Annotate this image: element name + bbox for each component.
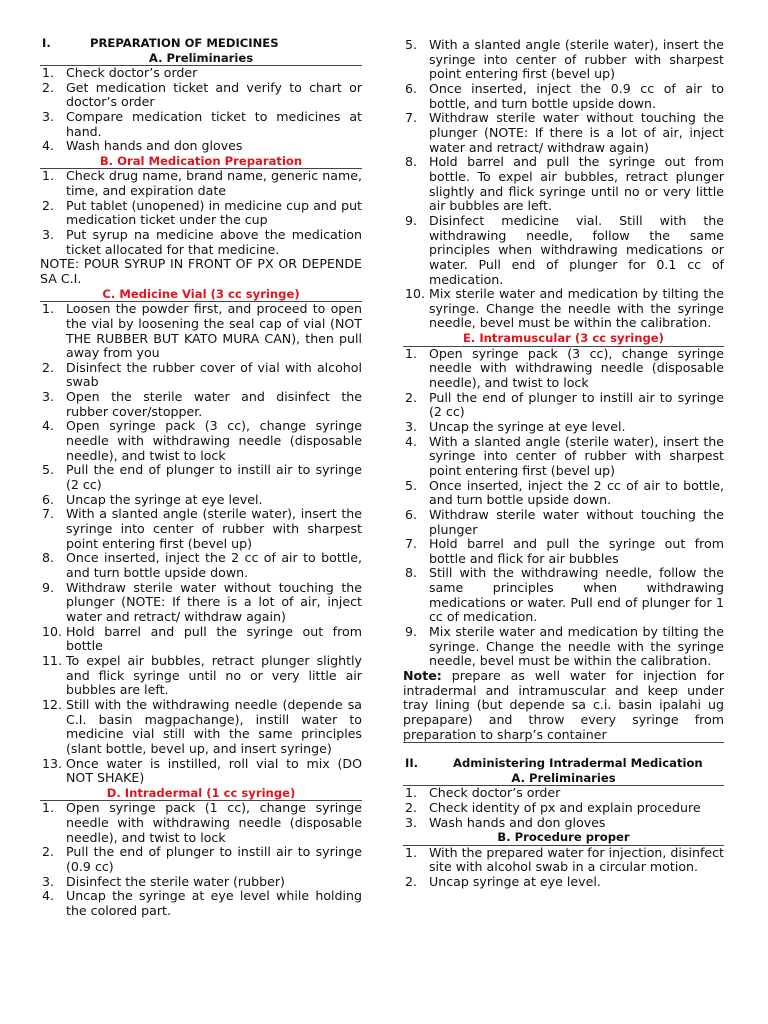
subheading-preliminaries: A. Preliminaries bbox=[40, 51, 362, 67]
list-item-text: Withdraw sterile water without touching the plunger bbox=[429, 506, 724, 537]
list-item bbox=[40, 698, 362, 757]
list-item-number: 3. bbox=[405, 418, 418, 434]
list-item-text: Get medication ticket and verify to chart or doctor’s order bbox=[66, 79, 362, 110]
list-item-number: 6. bbox=[405, 80, 418, 96]
list-item bbox=[40, 757, 362, 786]
list-item-number: 7. bbox=[405, 536, 418, 552]
list-item-text: Check doctor’s order bbox=[66, 65, 198, 80]
list-oral-medication bbox=[40, 169, 362, 257]
list-item bbox=[40, 875, 362, 890]
list-item bbox=[403, 287, 724, 331]
list-item-number: 3. bbox=[42, 108, 55, 124]
list-item-text: Uncap the syringe at eye level while holding the colored part. bbox=[66, 888, 362, 918]
list-item-text: Still with the withdrawing needle (depende sa C.I. basin magpachange), instill water to medicine vial still with the same principles (slant bottle, bevel up, and insert syringe) bbox=[66, 696, 362, 756]
list-item bbox=[403, 566, 724, 625]
list-item bbox=[40, 419, 362, 463]
list-item-text: Open the sterile water and disinfect the rubber cover/stopper. bbox=[66, 389, 362, 419]
list-item-number: 8. bbox=[42, 550, 55, 566]
list-item-text: With the prepared water for injection, disinfect site with alcohol swab in a circular motion. bbox=[429, 844, 724, 875]
list-item bbox=[40, 139, 362, 154]
list-item bbox=[40, 889, 362, 918]
list-item-text: Check drug name, brand name, generic name, time, and expiration date bbox=[66, 168, 362, 199]
list-item-text: Check identity of px and explain procedure bbox=[429, 800, 701, 815]
list-item bbox=[40, 199, 362, 228]
list-item-text: With a slanted angle (sterile water), insert the syringe into center of rubber with sharpest point entering first (bevel up) bbox=[66, 506, 362, 551]
list-item-number: 13. bbox=[42, 755, 63, 771]
list-item-number: 1. bbox=[42, 800, 55, 816]
list-preliminaries bbox=[40, 66, 362, 154]
list-item bbox=[40, 654, 362, 698]
list-item-number: 8. bbox=[405, 154, 418, 170]
list-item-text: With a slanted angle (sterile water), insert the syringe into center of rubber with sharpest point entering first (bevel up) bbox=[429, 37, 724, 82]
section-heading bbox=[40, 36, 362, 51]
list-item-number: 7. bbox=[42, 506, 55, 522]
list-item-text: Uncap the syringe at eye level. bbox=[66, 491, 263, 507]
list-item-text: Withdraw sterile water without touching the plunger (NOTE: If there is a lot of air, inject water and retract/ withdraw again) bbox=[66, 579, 362, 624]
list-item-text: Check doctor’s order bbox=[429, 785, 561, 801]
list-item-text: Wash hands and don gloves bbox=[66, 138, 243, 154]
list-item-number: 2. bbox=[42, 197, 55, 213]
list-item-text: Disinfect medicine vial. Still with the withdrawing needle, follow the same principles when withdrawing medications or water. Pull end of plunger for 0.1 cc of medication. bbox=[429, 212, 724, 287]
list-item-text: Once inserted, inject the 2 cc of air to bottle, and turn bottle upside down. bbox=[429, 477, 724, 508]
list-item-number: 2. bbox=[42, 844, 55, 860]
right-column bbox=[403, 38, 724, 890]
list-item bbox=[403, 420, 724, 435]
list-item-number: 4. bbox=[42, 888, 55, 904]
note-label: Note: bbox=[403, 668, 442, 684]
list-item-text: Mix sterile water and medication by tilting the syringe. Change the needle with the syringe needle, bevel must be within the calibration. bbox=[429, 624, 724, 669]
list-item-number: 2. bbox=[405, 874, 418, 890]
list-item-text: Disinfect the rubber cover of vial with alcohol swab bbox=[66, 359, 362, 390]
list-item-text: Once inserted, inject the 0.9 cc of air to bottle, and turn bottle upside down. bbox=[429, 80, 724, 111]
list-item-number: 9. bbox=[42, 579, 55, 595]
subheading-procedure-proper: B. Procedure proper bbox=[403, 830, 724, 846]
list-item-text: Hold barrel and pull the syringe out from bottle and flick for air bubbles bbox=[429, 536, 724, 566]
list-item bbox=[403, 38, 724, 82]
list-item-text: With a slanted angle (sterile water), insert the syringe into center of rubber with sharpest point entering first (bevel up) bbox=[429, 433, 724, 478]
list-intradermal-continued bbox=[403, 38, 724, 331]
list-item-text: To expel air bubbles, retract plunger slightly and flick syringe until no or very little air bubbles are left. bbox=[66, 652, 362, 698]
list-item-text: Disinfect the sterile water (rubber) bbox=[66, 873, 285, 889]
list-item bbox=[403, 435, 724, 479]
list-item-number: 5. bbox=[405, 477, 418, 493]
list-medicine-vial bbox=[40, 302, 362, 786]
list-item bbox=[40, 801, 362, 845]
list-item bbox=[403, 214, 724, 287]
list-item-text: Uncap syringe at eye level. bbox=[429, 874, 601, 890]
list-intramuscular bbox=[403, 347, 724, 669]
list-item bbox=[40, 507, 362, 551]
section-number: I. bbox=[42, 36, 51, 50]
list-item bbox=[403, 508, 724, 537]
subheading-medicine-vial: C. Medicine Vial (3 cc syringe) bbox=[40, 287, 362, 303]
list-item-number: 2. bbox=[42, 359, 55, 375]
list-item bbox=[403, 82, 724, 111]
list-item-text: Withdraw sterile water without touching the plunger (NOTE: If there is a lot of air, inject water and retract/ withdraw again) bbox=[429, 110, 724, 155]
subheading-intradermal: D. Intradermal (1 cc syringe) bbox=[40, 786, 362, 802]
list-item-text: Hold barrel and pull the syringe out from bottle. To expel air bubbles, retract plunger slightly and flick syringe until no or very little air bubbles are left. bbox=[429, 154, 724, 214]
list-item-text: Loosen the powder first, and proceed to open the vial by loosening the seal cap of vial (NOT THE RUBBER BUT KATO MURA CAN), then pull away from you bbox=[66, 301, 362, 361]
list-item-number: 2. bbox=[405, 800, 418, 815]
list-item bbox=[40, 302, 362, 361]
list-item-number: 3. bbox=[42, 873, 55, 889]
section-title-2: Administering Intradermal Medication bbox=[453, 756, 703, 771]
list-item bbox=[40, 463, 362, 492]
list-item-text: Put tablet (unopened) in medicine cup and put medication ticket under the cup bbox=[66, 197, 362, 228]
list-item bbox=[403, 875, 724, 890]
section-number-2: II. bbox=[405, 756, 419, 771]
list-item bbox=[403, 111, 724, 155]
list-item-number: 6. bbox=[42, 491, 55, 507]
list-item-number: 8. bbox=[405, 565, 418, 581]
list-item-text: Open syringe pack (3 cc), change syringe needle with withdrawing needle (disposable needle), and twist to lock bbox=[429, 345, 724, 390]
list-item bbox=[40, 110, 362, 139]
subheading-intramuscular: E. Intramuscular (3 cc syringe) bbox=[403, 331, 724, 347]
list-item-text: Mix sterile water and medication by tilting the syringe. Change the needle with the syringe needle, bevel must be within the calibration. bbox=[429, 286, 724, 331]
preparation-note bbox=[403, 669, 724, 743]
list-procedure-proper bbox=[403, 846, 724, 890]
list-item bbox=[403, 155, 724, 214]
list-item-number: 1. bbox=[405, 844, 418, 860]
list-item-number: 4. bbox=[42, 138, 55, 154]
list-item-number: 1. bbox=[42, 301, 55, 317]
list-item-number: 7. bbox=[405, 110, 418, 126]
list-item-text: Compare medication ticket to medicines at hand. bbox=[66, 108, 362, 139]
subheading-preliminaries-2: A. Preliminaries bbox=[403, 771, 724, 787]
list-item bbox=[403, 347, 724, 391]
list-item-text: Pull the end of plunger to instill air to syringe (2 cc) bbox=[429, 389, 724, 420]
list-item bbox=[40, 361, 362, 390]
list-item-number: 12. bbox=[42, 696, 63, 712]
section-title: PREPARATION OF MEDICINES bbox=[90, 36, 279, 50]
list-item bbox=[40, 169, 362, 198]
list-item-number: 2. bbox=[405, 389, 418, 405]
list-item-text: Once inserted, inject the 2 cc of air to bottle, and turn bottle upside down. bbox=[66, 550, 362, 580]
list-item bbox=[403, 816, 724, 831]
list-item-number: 5. bbox=[42, 462, 55, 478]
list-item bbox=[403, 801, 724, 816]
list-item bbox=[40, 551, 362, 580]
list-item bbox=[40, 493, 362, 508]
list-item-number: 10. bbox=[405, 286, 426, 302]
list-item-number: 1. bbox=[405, 345, 418, 361]
list-item bbox=[403, 786, 724, 801]
list-item-text: Pull the end of plunger to instill air to syringe (0.9 cc) bbox=[66, 844, 362, 874]
list-item-number: 4. bbox=[42, 418, 55, 434]
list-item bbox=[40, 625, 362, 654]
list-item-number: 11. bbox=[42, 652, 63, 668]
list-item-text: Uncap the syringe at eye level. bbox=[429, 418, 626, 434]
list-item-number: 3. bbox=[42, 389, 55, 405]
list-item-text: Open syringe pack (1 cc), change syringe needle with withdrawing needle (disposable needle), and twist to lock bbox=[66, 800, 362, 845]
list-item-text: Wash hands and don gloves bbox=[429, 814, 606, 830]
list-item bbox=[40, 66, 362, 81]
list-item-text: Once water is instilled, roll vial to mix (DO NOT SHAKE) bbox=[66, 755, 362, 786]
list-item-number: 5. bbox=[405, 37, 418, 52]
section-heading-2 bbox=[403, 756, 724, 771]
list-item bbox=[403, 625, 724, 669]
list-item bbox=[40, 845, 362, 874]
oral-note: NOTE: POUR SYRUP IN FRONT OF PX OR DEPENDE SA C.I. bbox=[40, 256, 362, 287]
list-item-number: 4. bbox=[405, 433, 418, 449]
list-item bbox=[40, 228, 362, 257]
list-item-number: 1. bbox=[42, 65, 55, 80]
list-item-number: 1. bbox=[42, 168, 55, 184]
list-item-number: 3. bbox=[405, 814, 418, 830]
list-item-number: 6. bbox=[405, 506, 418, 522]
list-item bbox=[403, 479, 724, 508]
list-item-text: Open syringe pack (3 cc), change syringe needle with withdrawing needle (disposable needle), and twist to lock bbox=[66, 418, 362, 463]
list-item-number: 2. bbox=[42, 79, 55, 95]
list-item-number: 9. bbox=[405, 212, 418, 228]
list-preliminaries-2 bbox=[403, 786, 724, 830]
list-item-text: Still with the withdrawing needle, follow the same principles when withdrawing medications or water. Pull end of plunger for 1 cc of medication. bbox=[429, 565, 724, 625]
list-item-number: 10. bbox=[42, 623, 63, 639]
list-item-text: Put syrup na medicine above the medication ticket allocated for that medicine. bbox=[66, 227, 362, 257]
list-item bbox=[403, 537, 724, 566]
list-item bbox=[40, 81, 362, 110]
list-item bbox=[403, 846, 724, 875]
list-item-text: Hold barrel and pull the syringe out from bottle bbox=[66, 623, 362, 654]
list-item-number: 3. bbox=[42, 227, 55, 243]
list-intradermal bbox=[40, 801, 362, 918]
note-text: prepare as well water for injection for intradermal and intramuscular and keep under tray lining (but depende sa c.i. basin ipalahi ug prepapare) and throw every syringe from preparation to sharp’s container bbox=[403, 668, 724, 742]
list-item-number: 9. bbox=[405, 624, 418, 640]
left-column bbox=[40, 36, 362, 919]
list-item bbox=[40, 581, 362, 625]
list-item-text: Pull the end of plunger to instill air to syringe (2 cc) bbox=[66, 462, 362, 493]
list-item bbox=[403, 391, 724, 420]
subheading-oral-medication: B. Oral Medication Preparation bbox=[40, 154, 362, 170]
list-item-number: 1. bbox=[405, 785, 418, 801]
list-item bbox=[40, 390, 362, 419]
